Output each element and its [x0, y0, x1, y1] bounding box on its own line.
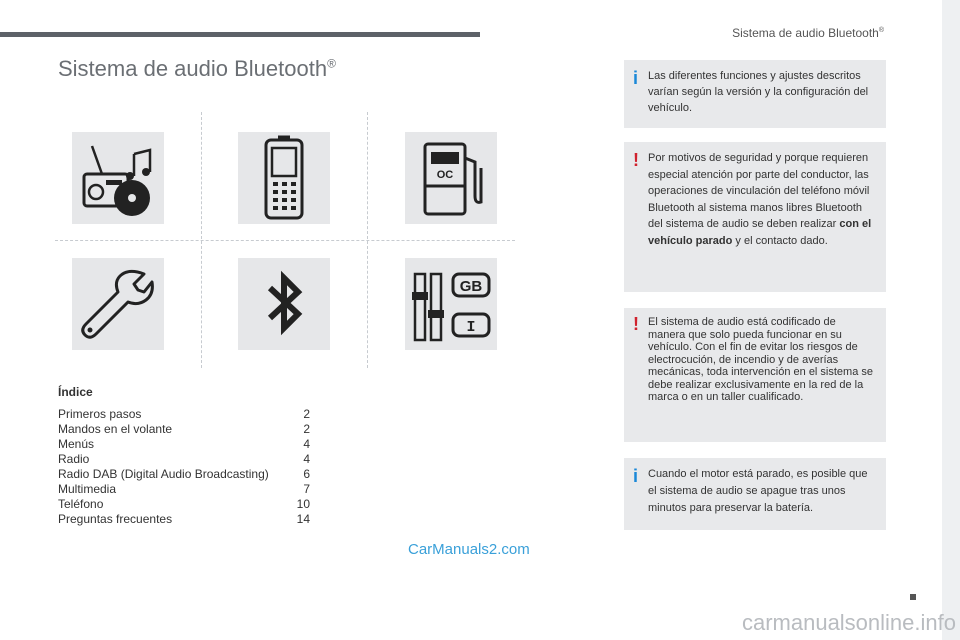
- note-text-bold: con el vehículo parado: [648, 218, 872, 247]
- toc-entry-label: Menús: [58, 437, 95, 451]
- toc-entry[interactable]: [58, 407, 310, 422]
- info-icon: i: [633, 466, 639, 486]
- toc-entry-label: Teléfono: [58, 497, 104, 511]
- tile-phone: [238, 132, 330, 224]
- watermark-text: CarManuals2.com: [408, 541, 530, 558]
- toc-entry-page: 14: [296, 512, 310, 526]
- toc-entry-label: Radio: [58, 452, 90, 466]
- page-marker: [910, 594, 916, 600]
- tile-fuel: [405, 132, 497, 224]
- top-rule: [0, 32, 480, 37]
- toc-entry-label: Preguntas frecuentes: [58, 512, 173, 526]
- language-label-i: I: [466, 319, 476, 336]
- toc-entry[interactable]: [58, 452, 310, 467]
- sliders-language-icon: [405, 258, 497, 350]
- toc-entry-page: 2: [303, 407, 310, 421]
- toc-entry-page: 7: [303, 482, 310, 496]
- wrench-icon: [72, 258, 164, 350]
- toc-entry-label: Multimedia: [58, 482, 117, 496]
- grid-divider: [55, 240, 515, 241]
- registered-mark: ®: [878, 27, 884, 34]
- running-header-text: Sistema de audio Bluetooth: [732, 26, 879, 40]
- warning-note-coding: [624, 308, 886, 442]
- tile-settings-language: [405, 258, 497, 350]
- toc-entry-label: Primeros pasos: [58, 407, 142, 421]
- warning-icon: !: [633, 314, 639, 334]
- language-label-gb: GB: [459, 278, 483, 295]
- note-text: Cuando el motor está parado, es posible que el sistema de audio se apague tras unos minutos para preservar la batería.: [648, 468, 868, 514]
- note-text-part: y el contacto dado.: [732, 234, 828, 247]
- fuel-pump-icon: [405, 132, 497, 224]
- warning-note-pairing: [624, 142, 886, 292]
- note-text-part: Por motivos de seguridad y porque requieren especial atención por parte del conductor, las operaciones de vinculación del teléfono móvil Bluetooth al sistema manos libres Bluetooth del sistema de audio se deben realizar: [648, 152, 870, 230]
- toc-entry[interactable]: [58, 482, 310, 497]
- toc-entry[interactable]: [58, 422, 310, 437]
- toc-entry[interactable]: [58, 512, 310, 527]
- warning-icon: !: [633, 150, 639, 170]
- info-note-battery: [624, 458, 886, 530]
- toc-title: Índice: [58, 385, 93, 399]
- pump-label: OC: [436, 169, 454, 181]
- note-text: [648, 150, 874, 249]
- toc-entry-page: 10: [296, 497, 310, 511]
- info-note-versions: [624, 60, 886, 128]
- toc-entry-page: 6: [303, 467, 310, 481]
- note-text: Las diferentes funciones y ajustes descritos varían según la versión y la configuración del vehículo.: [648, 70, 869, 114]
- bluetooth-icon: [238, 258, 330, 350]
- toc-entry[interactable]: [58, 437, 310, 452]
- page-title-registered-mark: ®: [327, 56, 336, 71]
- page-title-text: Sistema de audio Bluetooth: [58, 56, 328, 81]
- toc-entry[interactable]: [58, 497, 310, 512]
- tile-bluetooth: [238, 258, 330, 350]
- running-header: [732, 26, 884, 40]
- tile-radio: [72, 132, 164, 224]
- mobile-phone-icon: [238, 132, 330, 224]
- radio-music-cd-icon: [72, 132, 164, 224]
- page-title: [58, 56, 336, 82]
- toc-entry-page: 4: [303, 452, 310, 466]
- toc-entry-page: 2: [303, 422, 310, 436]
- tile-wrench: [72, 258, 164, 350]
- toc-entry[interactable]: [58, 467, 310, 482]
- icon-grid: [55, 112, 515, 368]
- toc-entry-page: 4: [303, 437, 310, 451]
- footer-site-watermark: carmanualsonline.info: [741, 610, 956, 635]
- table-of-contents: [58, 385, 310, 527]
- toc-entry-label: Mandos en el volante: [58, 422, 173, 436]
- toc-entry-label: Radio DAB (Digital Audio Broadcasting): [58, 467, 269, 481]
- page-edge-strip: [942, 0, 960, 640]
- note-text: El sistema de audio está codificado de manera que solo pueda funcionar en su vehículo. Con el fin de evitar los riesgos de electrocución, de incendio y de averías mecánicas, toda intervención en el sistema se debe realizar exclusivamente en la red de la marca o en un taller cualificado.: [648, 316, 874, 403]
- info-icon: i: [633, 68, 639, 88]
